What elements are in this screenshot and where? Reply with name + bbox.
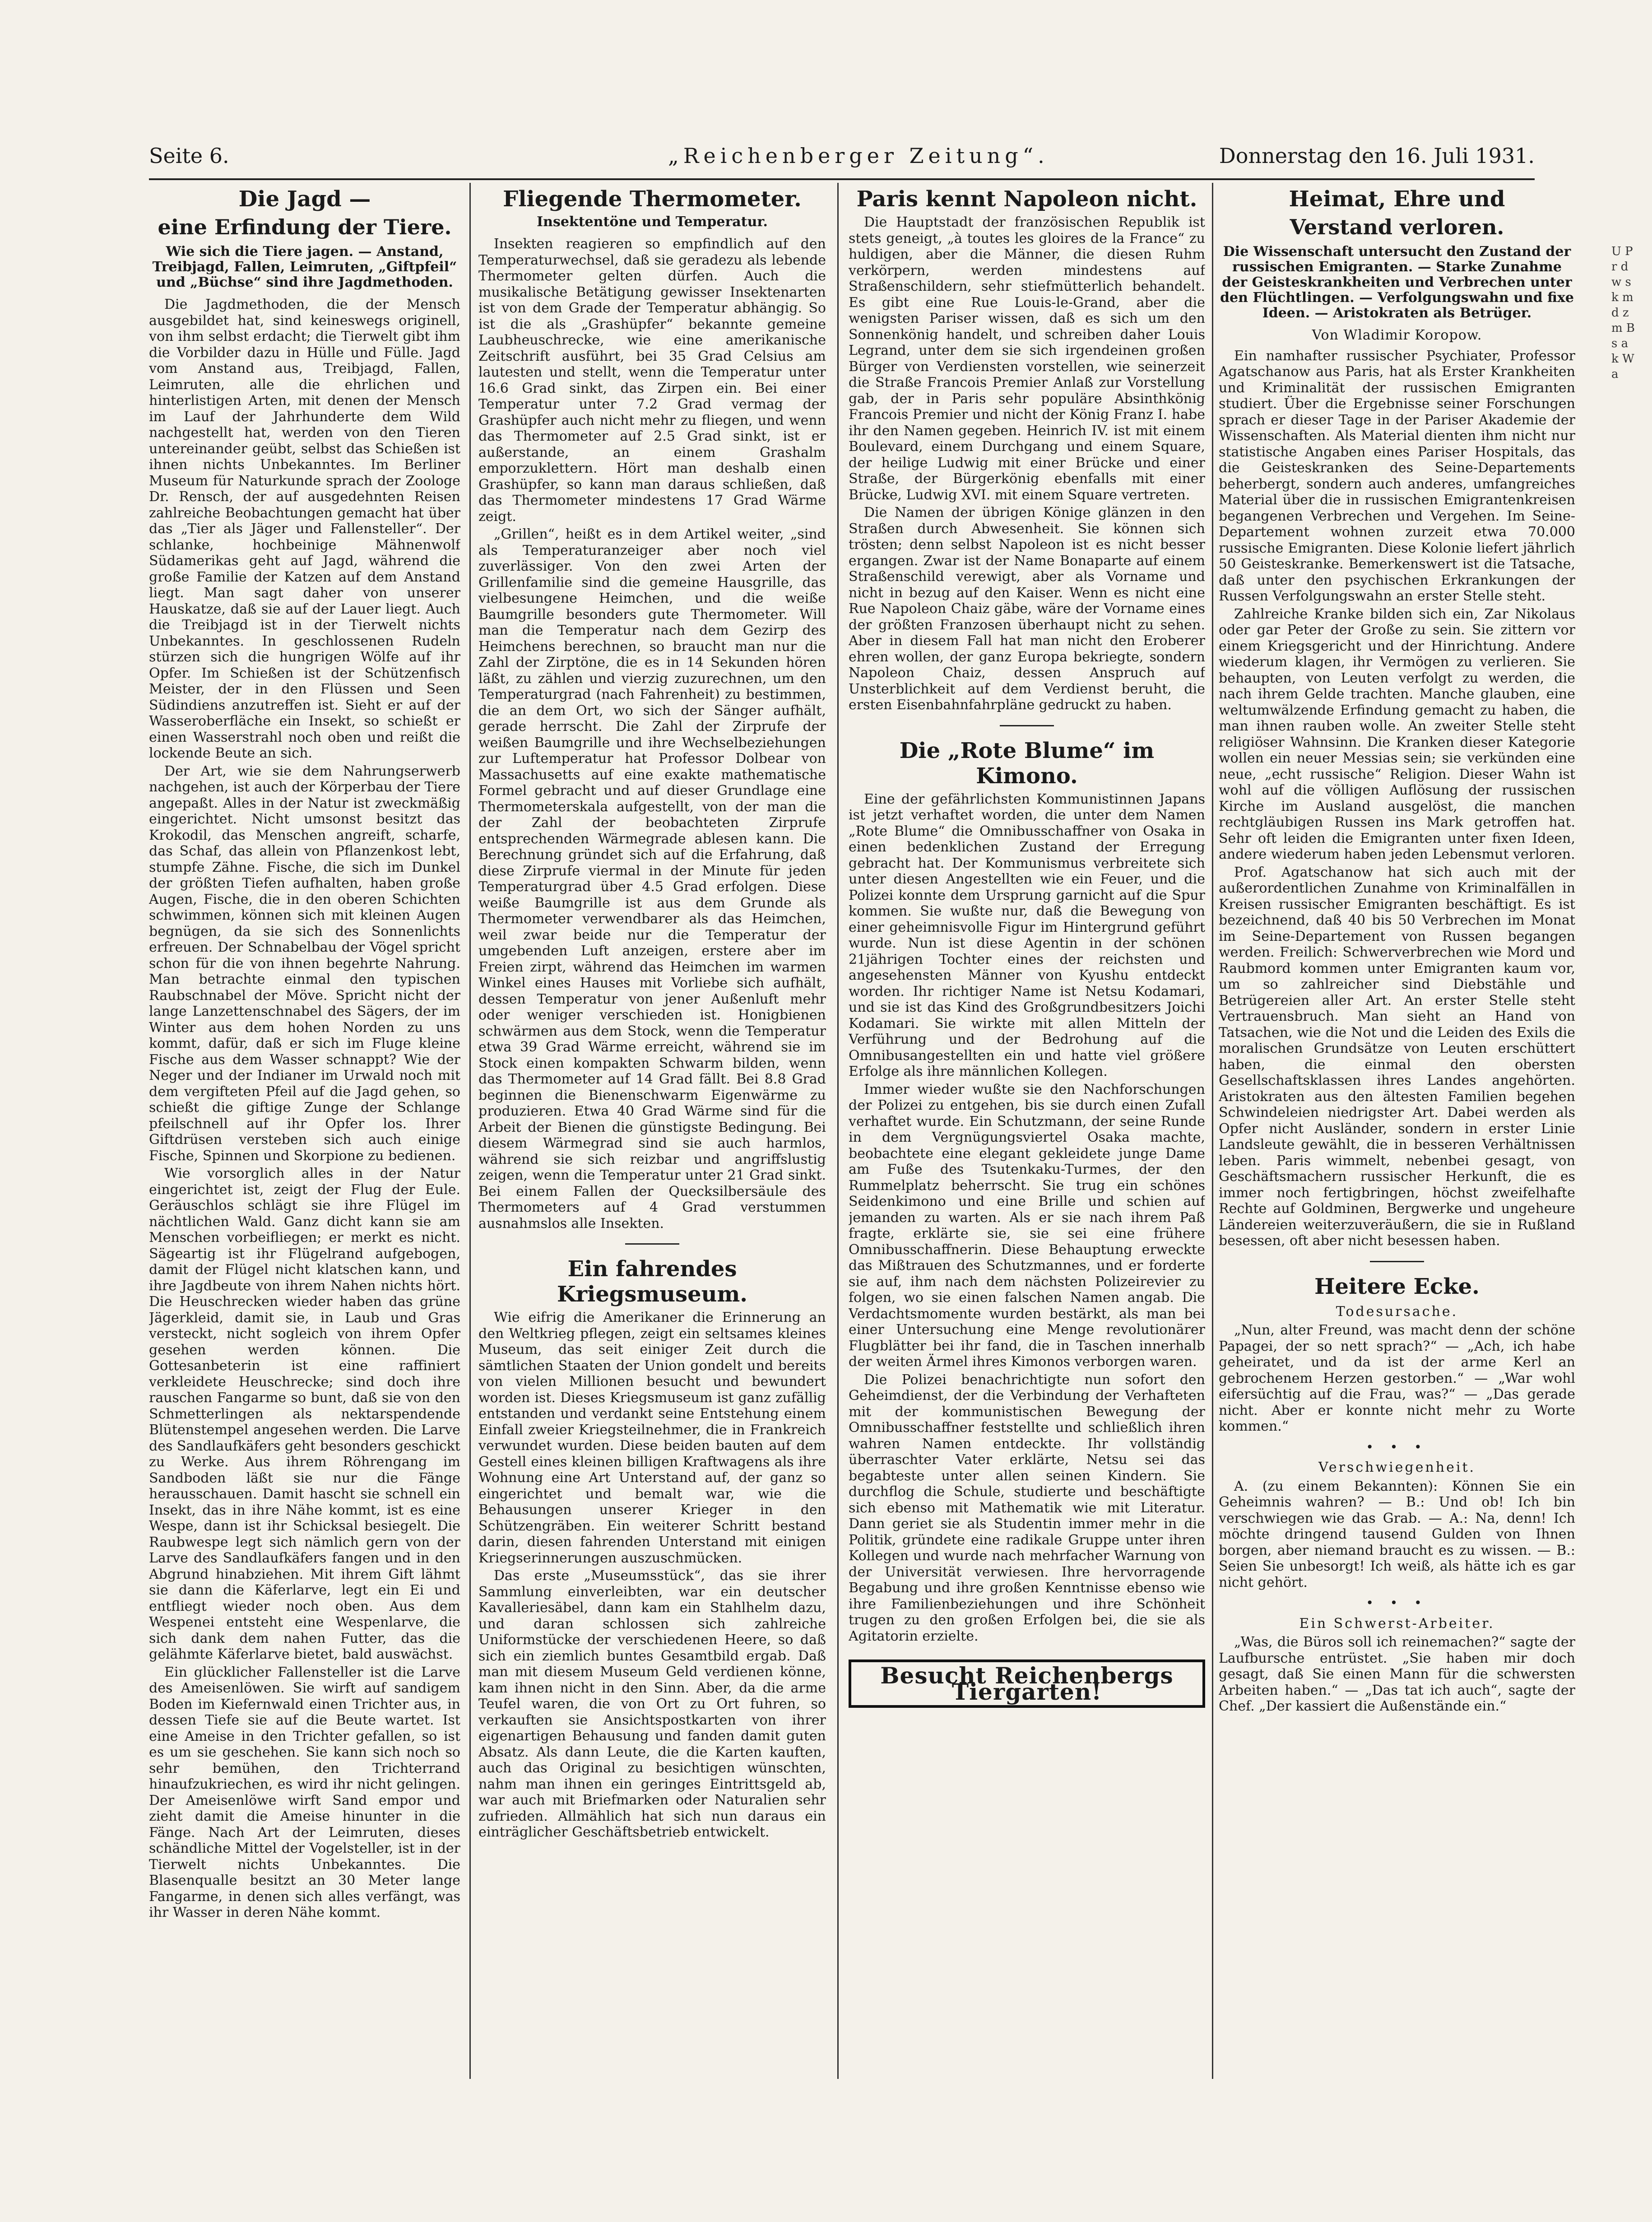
section-separator xyxy=(625,1243,679,1245)
joke-text: „Nun, alter Freund, was macht denn der schöne Papagei, der so nett sprach?“ — „Ach, ich habe geheiratet, und da ist der arme Kerl an gebrochenem Herzen gestorben.“ — „War wohl eifersüchtig auf die Frau, was?“ — „Das gerade nicht. Aber er konnte nicht mehr zu Worte kommen.“ xyxy=(1219,1322,1575,1434)
article-subtitle: eine Erfindung der Tiere. xyxy=(158,215,452,239)
humor-section-title: Heitere Ecke. xyxy=(1314,1274,1480,1299)
adjacent-page-edge-text: U P r d w s k m d z m B s a k W a xyxy=(1611,245,1635,381)
article-paragraph: Wie vorsorglich alles in der Natur eingerichtet ist, zeigt der Flug der Eule. Geräuschlos schlägt sie ihre Flügel im nächtlichen Wald. Ganz dicht kann sie am Menschen vorbeifliegen; er merkt es nicht. Sägeartig ist ihr Flügelrand aufgebogen, damit der Flügel nicht klatschen kann, und ihre Jagdbeute von ihrem Nahen nichts hört. Die Heuschrecken wieder haben das grüne Jägerkleid, damit sie, in Laub und Gras versteckt, nicht sogleich von ihrem Opfer gesehen werden können. Die Gottesanbeterin ist eine raffiniert verkleidete Heuschrecke; sind doch ihre rauschen Fangarme so bunt, daß sie von den Schmetterlingen als nektarspendende Blütenstempel angesehen werden. Die Larve des Sandlaufkäfers geht besonders geschickt zu Werke. Aus ihrem Röhrengang im Sandboden läßt sie nur die Fänge herausschauen. Damit hascht sie schnell ein Insekt, das in ihre Nähe kommt, ist es eine Wespe, dann ist ihr Schicksal besiegelt. Die Raubwespe legt sich nämlich gern von der Larve des Sandlaufkäfers fangen und in den Abgrund hinabziehen. Mit ihrem Gift lähmt sie dann die Käferlarve, legt ein Ei und entfliegt wieder noch oben. Aus dem Wespenei entsteht eine Wespenlarve, die sich dank dem nahen Futter, das die gelähmte Käferlarve bietet, bald auswächst. xyxy=(149,1166,460,1662)
column-divider xyxy=(1212,183,1213,2079)
column-divider xyxy=(469,183,471,2079)
article-lede: Die Wissenschaft untersucht den Zustand der russischen Emigranten. — Starke Zunahme der Geisteskrankheiten und Verbrechen unter den Flüchtlingen. — Verfolgungswahn und fixe Ideen. — Aristokraten als Betrüger. xyxy=(1220,244,1574,321)
article-paragraph: Der Art, wie sie dem Nahrungserwerb nachgehen, ist auch der Körperbau der Tiere angepaßt. Alles in der Natur ist zweckmäßig eingerichtet. Nicht umsonst besitzt das Krokodil, das Menschen angreift, scharfe, das Schaf, das allein von Pflanzenkost lebt, stumpfe Zähne. Fische, die sich im Dunkel der größten Tiefen aufhalten, haben große Augen, Fische, die in den oberen Schichten schwimmen, können sich mit kleinen Augen begnügen, da sie sich des Sonnenlichts erfreuen. Der Schnabelbau der Vögel spricht schon für die von ihnen begehrte Nahrung. Man betrachte einmal den typischen Raubschnabel der Möve. Spricht nicht der lange Lanzettenschnabel des Sägers, der im Winter aus dem hohen Norden zu uns kommt, dafür, daß er sich im Fluge kleine Fische aus dem Wasser schnappt? Wie der Neger und der Indianer im Urwald noch mit dem vergifteten Pfeil auf die Jagd gehen, so schießt die giftige Zunge der Schlange pfeilschnell auf ihr Opfer los. Ihrer Giftdrüsen versteben sich auch einige Fische, Spinnen und Skorpione zu bedienen. xyxy=(149,763,460,1164)
article-paragraph: Die Hauptstadt der französischen Republik ist stets geneigt, „à toutes les gloires de la France“ zu huldigen, aber die Männer, die diesen Ruhm verkörpern, werden mindestens auf Straßenschildern, sehr stiefmütterlich behandelt. Es gibt eine Rue Louis-le-Grand, aber die wenigsten Pariser wissen, daß es sich um den Sonnenkönig handelt, und schreiben daher Louis Legrand, unter dem sie sich irgendeinen großen Bürger von Verdiensten vorstellen, wie seinerzeit die Straße Francois Premier Anlaß zur Vorstellung gab, der in Paris sehr populäre Absinthkönig Francois Premier und nicht der König Franz I. habe ihr den Namen gegeben. Heinrich IV. ist mit einem Boulevard, einem Durchgang und einem Square, der heilige Ludwig mit einer Brücke und einer Straße, der Bürgerkönig ebenfalls mit einer Brücke, Ludwig XVI. mit einem Square vertreten. xyxy=(849,214,1205,503)
article-paragraph: Eine der gefährlichsten Kommunistinnen Japans ist jetzt verhaftet worden, die unter dem Namen „Rote Blume“ die Omnibusschaffner von Osaka in einen bedenklichen Zustand der Erregung gebracht hat. Der Kommunismus verbreitete sich unter diesen Angestellten wie ein Feuer, und die Polizei konnte dem Ursprung garnicht auf die Spur kommen. Sie wußte nur, daß die Bewegung von einer geheimnisvolle Figur im Hintergrund geführt wurde. Nun ist diese Agentin in der schönen 21jährigen Tochter eines der reichsten und angesehensten Männer von Kyushu entdeckt worden. Ihr richtiger Name ist Netsu Kodamari, und sie ist das Kind des Großgrundbesitzers Joichi Kodamari. Sie wirkte mit allen Mitteln der Verführung und der Bedrohung auf die Omnibusangestellten ein und hatte viel größere Erfolge als ihre männlichen Kollegen. xyxy=(849,791,1205,1079)
article-paragraph: Die Namen der übrigen Könige glänzen in den Straßen durch Abwesenheit. Sie können sich trösten; denn selbst Napoleon ist es nicht besser ergangen. Zwar ist der Name Bonaparte auf einem Straßenschild verewigt, aber als Vorname und nicht in bezug auf den Kaiser. Wenn es nicht eine Rue Napoleon Chaiz gäbe, wäre der Vorname eines der größten Franzosen überhaupt nicht zu sehen. Aber in diesem Fall hat man nicht den Eroberer ehren wollen, der ganz Europa bekriegte, sondern Napoleon Chaiz, dessen Anspruch auf Unsterblichkeit auf dem Verdienst beruht, die ersten Eisenbahnfahrpläne gedruckt zu haben. xyxy=(849,505,1205,713)
article-paragraph: Immer wieder wußte sie den Nachforschungen der Polizei zu entgehen, bis sie durch einen Zufall verhaftet wurde. Ein Schutzmann, der seine Runde in dem Vergnügungsviertel Osaka machte, beobachtete eine elegant gekleidete junge Dame am Fuße des Tsutenkaku-Turmes, der den Rummelplatz beherrscht. Sie trug ein schönes Seidenkimono und eine Brille und schien auf jemanden zu warten. Als er sie nach ihrem Paß fragte, erklärte sie, sie sei eine frühere Omnibusschaffnerin. Diese Behauptung erweckte das Mißtrauen des Schutzmannes, und er forderte sie auf, ihm nach dem nächsten Polizeirevier zu folgen, wo sie einen falschen Namen angab. Die Verdachtsmomente wurden bestärkt, als man bei einer Untersuchung eine Menge revolutionärer Flugblätter bei ihr fand, die in Taschen innerhalb der weiten Ärmel ihres Kimonos verborgen waren. xyxy=(849,1081,1205,1370)
article-paragraph: Die Jagdmethoden, die der Mensch ausgebildet hat, sind keineswegs originell, von ihm selbst erdacht; die Tierwelt gibt ihm die Vorbilder dazu in Hülle und Fülle. Jagd vom Anstand aus, Treibjagd, Fallen, Leimruten, alle die ehrlichen und hinterlistigen Arten, mit denen der Mensch im Lauf der Jahrhunderte dem Wild nachgestellt hat, werden von den Tieren untereinander geübt, selbst das Schießen ist ihnen nichts Unbekanntes. Im Berliner Museum für Naturkunde sprach der Zoologe Dr. Rensch, der auf ausgedehnten Reisen zahlreiche Beobachtungen gemacht hat über das „Tier als Jäger und Fallensteller“. Der schlanke, hochbeinige Mähnenwolf Südamerikas geht auf Jagd, während die große Familie der Katzen auf dem Anstand liegt. Man sagt daher von unserer Hauskatze, daß sie auf der Lauer liegt. Auch die Treibjagd ist in der Tierwelt nichts Unbekanntes. In geschlossenen Rudeln stürzen sich die hungrigen Wölfe auf ihr Opfer. Im Schießen ist der Schützenfisch Meister, der in den Flüssen und Seen Südindiens anzutreffen ist. Sieht er auf der Wasseroberfläche ein Insekt, so schießt er einen Wasserstrahl noch oben und reißt die lockende Beute an sich. xyxy=(149,297,460,761)
joke-heading: Todesursache. xyxy=(1336,1303,1458,1320)
article-title: Paris kennt Napoleon nicht. xyxy=(856,186,1197,212)
section-separator xyxy=(1370,1261,1424,1262)
article-subtitle: Verstand verloren. xyxy=(1290,215,1504,239)
joke-heading: Ein Schwerst-Arbeiter. xyxy=(1299,1615,1495,1632)
header-rule xyxy=(149,178,1535,180)
article-thermometer xyxy=(478,183,826,2079)
article-paragraph: Ein glücklicher Fallensteller ist die Larve des Ameisenlöwen. Sie wirft auf sandigem Boden im Kiefernwald einen Trichter aus, in dessen Tiefe sie auf die Beute wartet. Ist eine Ameise in den Trichter gefallen, so ist es um sie geschehen. Sie kann sich noch so sehr bemühen, den Trichterrand hinaufzukriechen, es wird ihr nicht gelingen. Der Ameisenlöwe wirft Sand empor und zieht damit die Ameise hinunter in die Fänge. Nach Art der Leimruten, dieses schändliche Mittel der Vogelsteller, ist in der Tierwelt nichts Unbekanntes. Die Blasenqualle besitzt an 30 Meter lange Fangarme, in denen sich alles verfängt, was ihr Wasser in deren Nähe kommt. xyxy=(149,1664,460,1920)
article-author: Von Wladimir Koropow. xyxy=(1312,327,1482,343)
section-separator xyxy=(1000,725,1054,726)
column-divider xyxy=(837,183,839,2079)
article-title: Heimat, Ehre und xyxy=(1289,186,1505,212)
joke-text: „Was, die Büros soll ich reinemachen?“ sagte der Laufbursche entrüstet. „Sie haben mir doch gesagt, daß Sie einen Mann für die schwersten Arbeiten haben.“ — „Das tat ich auch“, sagte der Chef. „Der kassiert die Außenstände ein.“ xyxy=(1219,1634,1575,1714)
joke-divider: • • • xyxy=(1366,1439,1428,1455)
issue-date: Donnerstag den 16. Juli 1931. xyxy=(1219,144,1535,168)
article-paragraph: Die Polizei benachrichtigte nun sofort den Geheimdienst, der die Verbindung der Verhafteten mit der kommunistischen Bewegung der Omnibusschaffner feststellte und schließlich ihren wahren Namen entdeckte. Ihr vollständig überraschter Vater erklärte, Netsu sei das begabteste unter allen seinen Kindern. Sie durchflog die Schule, studierte und beschäftigte sich ebenso mit Mathematik wie mit Literatur. Dann geriet sie als Studentin immer mehr in die Politik, gründete eine radikale Gruppe unter ihren Kollegen und wurde nach mehrfacher Warnung von der Universität verwiesen. Ihre hervorragende Begabung und ihre großen Kenntnisse ebenso wie ihre Familienbeziehungen und ihre Schönheit trugen zu den großen Erfolgen bei, die sie als Agitatorin erzielte. xyxy=(849,1371,1205,1644)
article-paragraph: Das erste „Museumsstück“, das sie ihrer Sammlung einverleibten, war ein deutscher Kavalleriesäbel, dann kam ein Stahlhelm dazu, und daran schlossen sich zahlreiche Uniformstücke der verschiedenen Heere, so daß sich ein ziemlich buntes Gesamtbild ergab. Daß man mit diesem Museum Geld verdienen könne, kam ihnen nicht in den Sinn. Aber, da die arme Teufel waren, die von Ort zu Ort fuhren, so verkauften sie Ansichtspostkarten von ihrer eigenartigen Behausung und fanden damit guten Absatz. Als dann Leute, die die Karten kauften, auch das Original zu besichtigen wünschten, nahm man ihnen ein geringes Eintrittsgeld ab, war auch mit Briefmarken oder Naturalien sehr zufrieden. Allmählich hat sich nun daraus ein einträglicher Geschäftsbetrieb entwickelt. xyxy=(478,1568,826,1840)
article-paragraph: Wie eifrig die Amerikaner die Erinnerung an den Weltkrieg pflegen, zeigt ein seltsames kleines Museum, das seit einiger Zeit durch die sämtlichen Staaten der Union gondelt und bereits von vielen Millionen besucht und bewundert worden ist. Dieses Kriegsmuseum ist ganz zufällig entstanden und verdankt seine Entstehung einem Einfall zweier Kriegsteilnehmer, die in Frankreich verwundet wurden. Diese beiden bauten auf dem Gestell eines kleinen billigen Kraftwagens als ihre Wohnung eine Art Unterstand auf, der ganz so eingerichtet und bemalt war, wie die Behausungen unserer Krieger in den Schützengräben. Ein weiterer Schritt bestand darin, diesen fahrenden Unterstand mit einigen Kriegserinnerungen auszuschmücken. xyxy=(478,1310,826,1566)
article-paragraph: Prof. Agatschanow hat sich auch mit der außerordentlichen Zunahme von Kriminalfällen in Kreisen russischer Emigranten beschäftigt. Es ist bezeichnend, daß 40 bis 50 Verbrechen im Monat im Seine-Departement von Russen begangen werden. Freilich: Schwerverbrechen wie Mord und Raubmord kommen unter Emigranten kaum vor, um so zahlreicher sind Diebstähle und Betrügereien aller Art. An erster Stelle steht Vertrauensbruch. Man sieht an Hand von Tatsachen, wie die Not und die Leiden des Exils die moralischen Grundsätze von Leuten erschüttert haben, die einmal den obersten Gesellschaftsklassen ihres Landes angehörten. Aristokraten aus den ältesten Familien begehen Schwindeleien niedrigster Art. Dabei werden als Opfer nicht Ausländer, sondern in erster Linie Landsleute gewählt, die in besseren Verhältnissen leben. Paris wimmelt, nebenbei gesagt, von Geschäftsmachern russischer Herkunft, die es immer noch fertigbringen, höchst zweifelhafte Rechte auf Goldminen, Bergwerke und ungeheure Ländereien weiterzuveräußern, die sie in Rußland besessen, oft aber nicht besessen haben. xyxy=(1219,864,1575,1249)
zoo-advertisement: Besucht Reichenbergs Tiergarten! xyxy=(849,1660,1205,1708)
article-paragraph: Ein namhafter russischer Psychiater, Professor Agatschanow aus Paris, hat als Erster Krankheiten und Kriminalität der russischen Emigranten studiert. Über die Ergebnisse seiner Forschungen sprach er dieser Tage in der Pariser Akademie der Wissenschaften. Als Material dienten ihm nicht nur statistische Angaben eines Pariser Hospitals, das die Geisteskranken des Seine-Departements beherbergt, sondern auch anderes, umfangreiches Material über die in russischen Emigrantenkreisen begangenen Verbrechen und Vergehen. Im Seine-Departement wohnen zurzeit etwa 70.000 russische Emigranten. Diese Kolonie liefert jährlich 50 Geisteskranke. Bemerkenswert ist die Tatsache, daß unter den psychischen Erkrankungen der Russen Verfolgungswahn an erster Stelle steht. xyxy=(1219,348,1575,604)
article-emigrants xyxy=(1219,183,1575,2079)
joke-divider: • • • xyxy=(1366,1595,1428,1610)
article-paris xyxy=(849,183,1205,2079)
article-paragraph: „Grillen“, heißt es in dem Artikel weiter, „sind als Temperaturanzeiger aber noch viel zuverlässiger. Von den zwei Arten der Grillenfamilie sind die gemeine Hausgrille, das vielbesungene Heimchen, und die weiße Baumgrille besonders gute Thermometer. Will man die Temperatur nach dem Gezirp des Heimchens berechnen, so braucht man nur die Zahl der Zirptöne, die es in 14 Sekunden hören läßt, zu zählen und vierzig zuzurechnen, um den Temperaturgrad (nach Fahrenheit) zu bestimmen, die an dem Ort, wo sich der Sänger aufhält, gerade herrscht. Die Zahl der Zirprufe der weißen Baumgrille und ihre Wechselbeziehungen zur Luftemperatur hat Professor Dolbear von Massachusetts auf eine exakte mathematische Formel gebracht und auf dieser Grundlage eine Thermometerskala aufgestellt, von der man die der Zahl der beobachteten Zirprufe entsprechenden Wärmegrade ablesen kann. Die Berechnung gründet sich auf die Erfahrung, daß diese Zirprufe viermal in der Minute für jeden Temperaturgrad über 4.5 Grad erfolgen. Diese weiße Baumgrille ist aus dem Grunde als Thermometer verwendbarer als das Heimchen, weil zwar beide nur die Temperatur der umgebenden Luft anzeigen, erstere aber im Freien zirpt, während das Heimchen im warmen Winkel eines Hauses mit Vorliebe sich aufhält, dessen Temperatur von jener Außenluft mehr oder weniger verschieden ist. Honigbienen schwärmen aus dem Stock, wenn die Temperatur etwa 39 Grad Wärme erreicht, während sie im Stock einen kompakten Schwarm bilden, wenn das Thermometer auf 14 Grad fällt. Bei 8.8 Grad beginnen die Bienenschwarm Eigenwärme zu produzieren. Etwa 40 Grad Wärme sind für die Arbeit der Bienen die günstigste Bedingung. Bei diesem Wärmegrad sind sie auch harmlos, während sie sich reizbar und angriffslustig zeigen, wenn die Temperatur unter 21 Grad sinkt. Bei einem Fallen der Quecksilbersäule des Thermometers auf 4 Grad verstummen ausnahmslos alle Insekten. xyxy=(478,526,826,1232)
newspaper-name: „Reichenberger Zeitung“. xyxy=(668,144,1049,168)
article-paragraph: Zahlreiche Kranke bilden sich ein, Zar Nikolaus oder gar Peter der Große zu sein. Sie zittern vor einem Kriegsgericht und der Hinrichtung. Andere wiederum klagen, ihr Vermögen zu verlieren. Sie behaupten, von Leuten verfolgt zu werden, die nach ihrem Gelde trachten. Manche glauben, eine weltumwälzende Erfindung gemacht zu haben, die man ihnen rauben wolle. An zweiter Stelle steht religiöser Wahnsinn. Die Kranken dieser Kategorie wollen ein neuer Messias sein; sie verkünden eine neue, „echt russische“ Religion. Dieser Wahn ist wohl auf die völligen Auflösung der russischen Kirche im Ausland ausgelöst, die manchen rechtgläubigen Russen ins Mark getroffen hat. Sehr oft leiden die Emigranten unter fixen Ideen, andere wiederum haben jeden Lebensmut verloren. xyxy=(1219,606,1575,862)
article-lede: Insektentöne und Temperatur. xyxy=(537,214,768,230)
article-title: Die Jagd — xyxy=(238,186,371,212)
article-paragraph: Insekten reagieren so empfindlich auf den Temperaturwechsel, daß sie geradezu als lebende Thermometer gelten dürfen. Auch die musikalische Betätigung gewisser Insektenarten ist von dem Grade der Temperatur abhängig. So ist die als „Grashüpfer“ bekannte gemeine Laubheuschrecke, wie eine amerikanische Zeitschrift ausführt, bei 35 Grad Celsius am lautesten und stellt, wenn die Temperatur unter 16.6 Grad sinkt, das Zirpen ein. Bei einer Temperatur unter 7.2 Grad vermag der Grashüpfer auch nicht mehr zu fliegen, und wenn das Thermometer auf 2.5 Grad sinkt, ist er außerstande, an einem Grashalm emporzuklettern. Hört man deshalb einen Grashüpfer, so kann man daraus schließen, daß das Thermometer mindestens 17 Grad Wärme zeigt. xyxy=(478,236,826,525)
page-number: Seite 6. xyxy=(149,144,229,168)
page-header xyxy=(149,144,1535,175)
article-title: Fliegende Thermometer. xyxy=(503,186,802,212)
article-title: Die „Rote Blume“ im Kimono. xyxy=(899,738,1155,789)
article-lede: Wie sich die Tiere jagen. — Anstand, Treibjagd, Fallen, Leimruten, „Giftpfeil“ und „Büchse“ sind ihre Jagdmethoden. xyxy=(152,244,457,290)
joke-heading: Verschwiegenheit. xyxy=(1318,1460,1476,1475)
joke-text: A. (zu einem Bekannten): Können Sie ein Geheimnis wahren? — B.: Und ob! Ich bin verschwiegen wie das Grab. — A.: Na, denn! Ich möchte dringend tausend Gulden von Ihnen borgen, aber niemand braucht es zu wissen. — B.: Seien Sie unbesorgt! Ich weiß, als hätte ich es gar nicht gehört. xyxy=(1219,1478,1575,1590)
article-title: Ein fahrendes Kriegsmuseum. xyxy=(557,1256,747,1307)
article-hunting xyxy=(149,183,460,2079)
